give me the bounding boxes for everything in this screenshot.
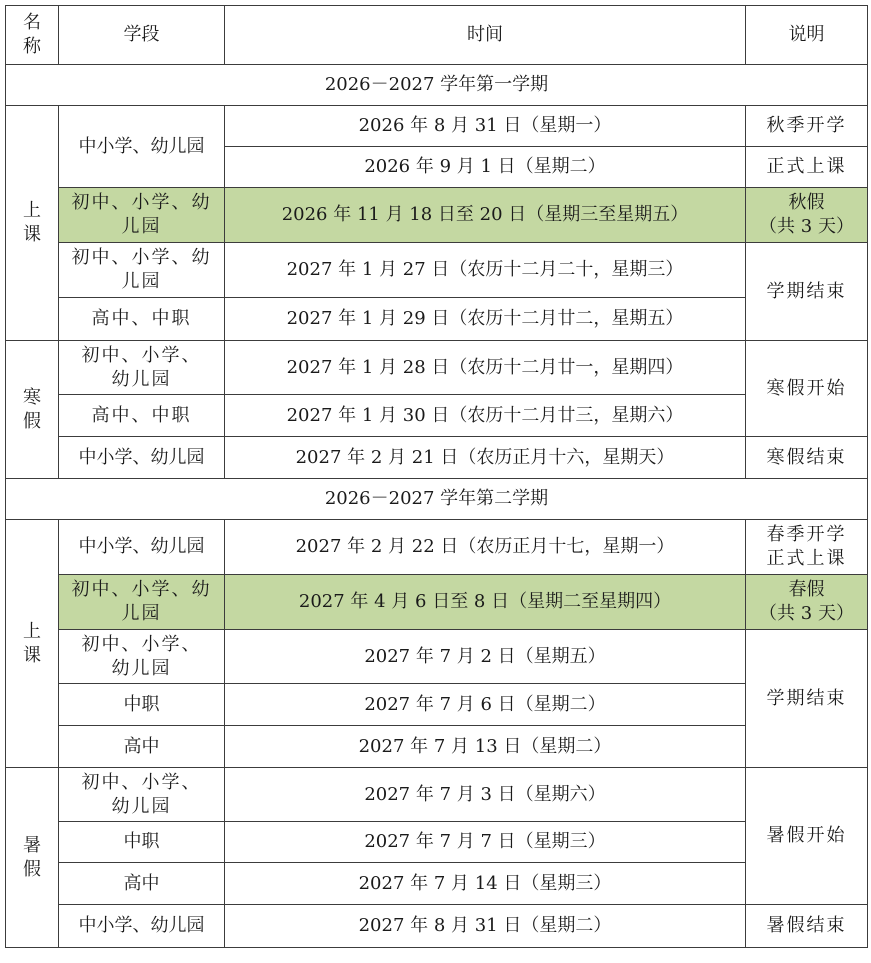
stage-cell: 中小学、幼儿园 xyxy=(59,905,225,948)
stage-cell: 中小学、幼儿园 xyxy=(59,520,225,575)
stage-cell: 高中、中职 xyxy=(59,298,225,341)
table-row xyxy=(6,437,868,479)
stage-cell: 高中、中职 xyxy=(59,395,225,437)
stage-cell: 初中、小学、 幼儿园 xyxy=(59,630,225,684)
stage-cell: 初中、小学、幼儿园 xyxy=(59,188,225,243)
stage-cell: 初中、小学、 幼儿园 xyxy=(59,341,225,395)
stage-cell: 中职 xyxy=(59,822,225,863)
time-cell: 2027 年 1 月 27 日（农历十二月二十，星期三） xyxy=(225,243,746,298)
time-cell: 2027 年 7 月 14 日（星期三） xyxy=(225,863,746,905)
semester-title-row xyxy=(6,65,868,106)
stage-cell: 初中、小学、幼儿园 xyxy=(59,243,225,298)
stage-cell: 高中 xyxy=(59,726,225,768)
stage-cell: 初中、小学、幼儿园 xyxy=(59,575,225,630)
time-cell: 2027 年 7 月 6 日（星期二） xyxy=(225,684,746,726)
table-row xyxy=(6,395,868,437)
time-cell: 2027 年 1 月 30 日（农历十二月廿三，星期六） xyxy=(225,395,746,437)
table-row xyxy=(6,768,868,822)
note-cell: 寒假开始 xyxy=(746,341,868,437)
table-row xyxy=(6,106,868,147)
category-class: 上课 xyxy=(6,520,59,768)
table-row xyxy=(6,684,868,726)
table-row-highlighted xyxy=(6,188,868,243)
stage-cell: 中职 xyxy=(59,684,225,726)
time-cell: 2027 年 2 月 22 日（农历正月十七，星期一） xyxy=(225,520,746,575)
note-cell: 暑假开始 xyxy=(746,768,868,905)
note-cell: 春季开学 正式上课 xyxy=(746,520,868,575)
note-cell: 暑假结束 xyxy=(746,905,868,948)
time-cell: 2026 年 11 月 18 日至 20 日（星期三至星期五） xyxy=(225,188,746,243)
school-calendar-table xyxy=(5,5,868,948)
stage-cell: 初中、小学、 幼儿园 xyxy=(59,768,225,822)
semester-title-row xyxy=(6,479,868,520)
time-cell: 2027 年 8 月 31 日（星期二） xyxy=(225,905,746,948)
time-cell: 2027 年 1 月 28 日（农历十二月廿一，星期四） xyxy=(225,341,746,395)
time-cell: 2027 年 2 月 21 日（农历正月十六，星期天） xyxy=(225,437,746,479)
time-cell: 2027 年 1 月 29 日（农历十二月廿二，星期五） xyxy=(225,298,746,341)
semester2-title: 2026－2027 学年第二学期 xyxy=(6,479,868,520)
category-class: 上课 xyxy=(6,106,59,341)
table-row xyxy=(6,726,868,768)
table-row xyxy=(6,298,868,341)
table-row xyxy=(6,822,868,863)
stage-cell: 中小学、幼儿园 xyxy=(59,437,225,479)
time-cell: 2026 年 9 月 1 日（星期二） xyxy=(225,147,746,188)
note-cell: 秋假 （共 3 天） xyxy=(746,188,868,243)
stage-cell: 中小学、幼儿园 xyxy=(59,106,225,188)
note-cell: 秋季开学 xyxy=(746,106,868,147)
time-cell: 2027 年 4 月 6 日至 8 日（星期二至星期四） xyxy=(225,575,746,630)
table-row xyxy=(6,905,868,948)
note-cell: 学期结束 xyxy=(746,243,868,341)
header-row xyxy=(6,6,868,65)
time-cell: 2026 年 8 月 31 日（星期一） xyxy=(225,106,746,147)
note-cell: 学期结束 xyxy=(746,630,868,768)
stage-cell: 高中 xyxy=(59,863,225,905)
note-cell: 寒假结束 xyxy=(746,437,868,479)
header-note: 说明 xyxy=(746,6,868,65)
category-winter-break: 寒假 xyxy=(6,341,59,479)
category-summer-break: 暑假 xyxy=(6,768,59,948)
table-row xyxy=(6,520,868,575)
table-row xyxy=(6,341,868,395)
table-row xyxy=(6,630,868,684)
table-row-highlighted xyxy=(6,575,868,630)
time-cell: 2027 年 7 月 2 日（星期五） xyxy=(225,630,746,684)
semester1-title: 2026－2027 学年第一学期 xyxy=(6,65,868,106)
time-cell: 2027 年 7 月 13 日（星期二） xyxy=(225,726,746,768)
table-row xyxy=(6,243,868,298)
time-cell: 2027 年 7 月 3 日（星期六） xyxy=(225,768,746,822)
header-stage: 学段 xyxy=(59,6,225,65)
header-time: 时间 xyxy=(225,6,746,65)
table-row xyxy=(6,863,868,905)
header-name: 名称 xyxy=(6,6,59,65)
note-cell: 春假 （共 3 天） xyxy=(746,575,868,630)
time-cell: 2027 年 7 月 7 日（星期三） xyxy=(225,822,746,863)
note-cell: 正式上课 xyxy=(746,147,868,188)
